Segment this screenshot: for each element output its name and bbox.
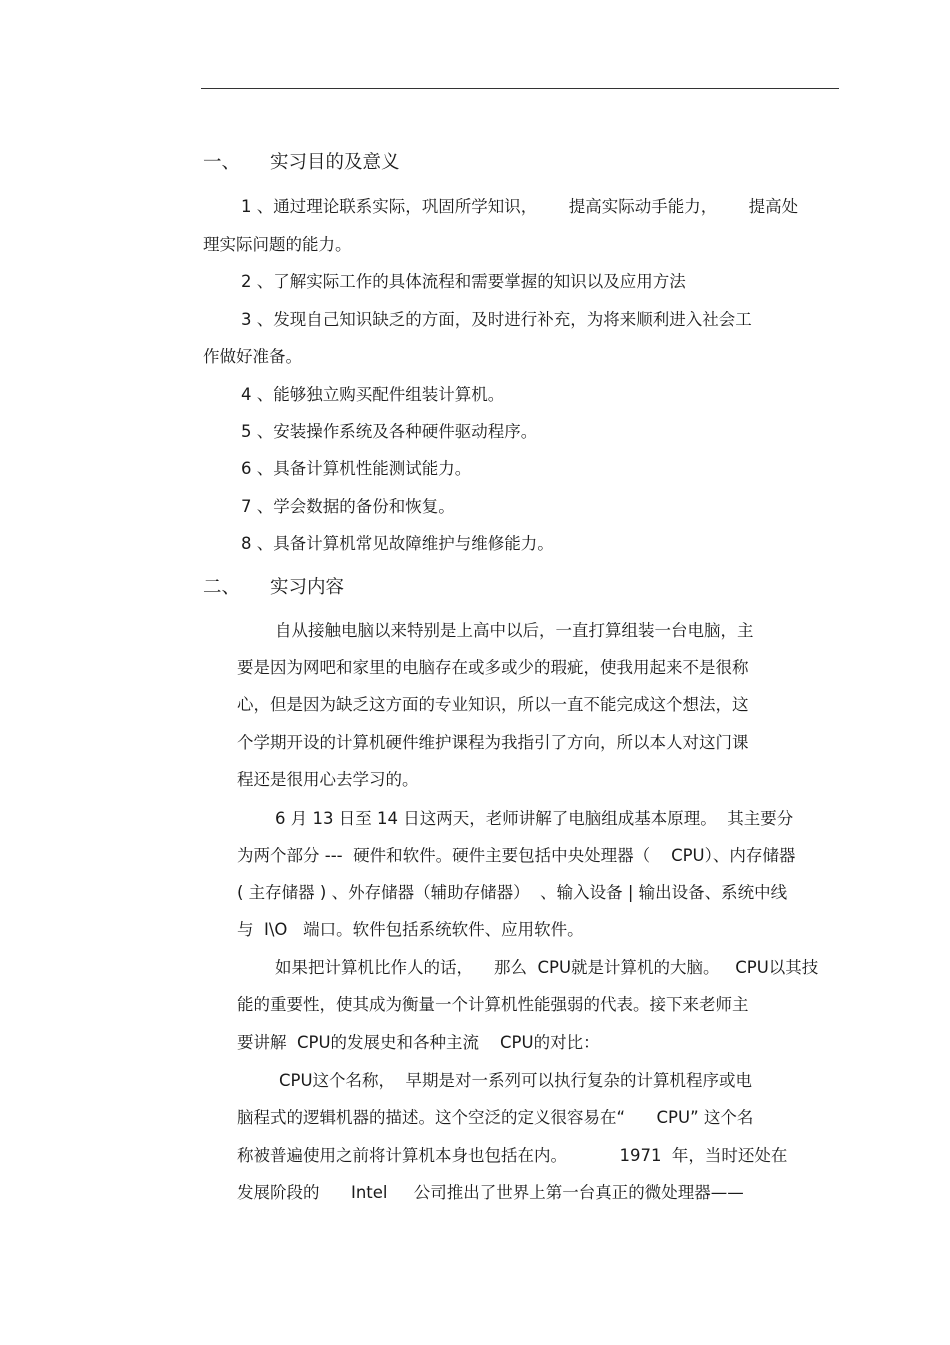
list-item: 8 、具备计算机常见故障维护与维修能力。 bbox=[241, 534, 554, 553]
paragraph-line: 要讲解 CPU的发展史和各种主流 CPU的对比： bbox=[237, 1033, 600, 1052]
paragraph-line: 能的重要性，使其成为衡量一个计算机性能强弱的代表。接下来老师主 bbox=[237, 995, 749, 1014]
paragraph-line: 程还是很用心去学习的。 bbox=[237, 770, 419, 789]
paragraph-line: 个学期开设的计算机硬件维护课程为我指引了方向，所以本人对这门课 bbox=[237, 733, 749, 752]
paragraph-line: 6 月 13 日至 14 日这两天，老师讲解了电脑组成基本原理。 其主要分 bbox=[275, 809, 794, 828]
paragraph-line: 如果把计算机比作人的话， 那么 CPU就是计算机的大脑。 CPU以其技 bbox=[275, 958, 819, 977]
section1-title: 实习目的及意义 bbox=[270, 152, 400, 173]
paragraph-line: 脑程式的逻辑机器的描述。这个空泛的定义很容易在“ CPU” 这个名 bbox=[237, 1108, 754, 1127]
paragraph-line: 称被普遍使用之前将计算机本身也包括在内。 1971 年，当时还处在 bbox=[237, 1146, 788, 1165]
paragraph-line: 与 I\O 端口。软件包括系统软件、应用软件。 bbox=[237, 920, 584, 939]
list-item: 6 、具备计算机性能测试能力。 bbox=[241, 459, 472, 478]
paragraph-line: 自从接触电脑以来特别是上高中以后，一直打算组装一台电脑，主 bbox=[275, 621, 754, 640]
paragraph-line: 心，但是因为缺乏这方面的专业知识，所以一直不能完成这个想法，这 bbox=[237, 695, 749, 714]
paragraph-line: 发展阶段的 Intel 公司推出了世界上第一台真正的微处理器—— bbox=[237, 1183, 744, 1202]
list-item: 理实际问题的能力。 bbox=[203, 235, 352, 254]
paragraph-line: ( 主存储器 ) 、外存储器（辅助存储器） 、输入设备 | 输出设备、系统中线 bbox=[237, 883, 788, 902]
section2-title: 实习内容 bbox=[270, 577, 345, 598]
list-item: 4 、能够独立购买配件组装计算机。 bbox=[241, 385, 505, 404]
list-item: 7 、学会数据的备份和恢复。 bbox=[241, 497, 455, 516]
paragraph-line: 为两个部分 --- 硬件和软件。硬件主要包括中央处理器（ CPU）、内存储器 bbox=[237, 846, 796, 865]
list-item: 3 、发现自己知识缺乏的方面，及时进行补充，为将来顺利进入社会工 bbox=[241, 310, 752, 329]
paragraph-line: 要是因为网吧和家里的电脑存在或多或少的瑕疵，使我用起来不是很称 bbox=[237, 658, 749, 677]
paragraph-line: CPU这个名称， 早期是对一系列可以执行复杂的计算机程序或电 bbox=[279, 1071, 753, 1090]
header-rule bbox=[201, 88, 839, 89]
list-item: 5 、安装操作系统及各种硬件驱动程序。 bbox=[241, 422, 538, 441]
list-item: 2 、了解实际工作的具体流程和需要掌握的知识以及应用方法 bbox=[241, 272, 686, 291]
list-item: 作做好准备。 bbox=[203, 347, 302, 366]
section1-number: 一、 bbox=[203, 152, 241, 173]
section2-number: 二、 bbox=[203, 577, 241, 598]
list-item: 1 、通过理论联系实际，巩固所学知识， 提高实际动手能力， 提高处 bbox=[241, 197, 799, 216]
